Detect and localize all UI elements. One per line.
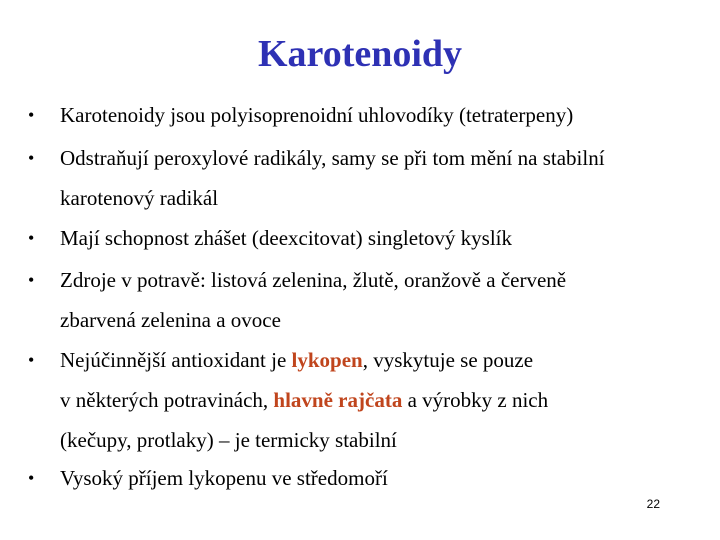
- highlight-rajcata: hlavně rajčata: [273, 388, 403, 412]
- bullet-line: [60, 380, 698, 420]
- bullet-text: [60, 95, 698, 135]
- bullet-dot: •: [28, 270, 35, 290]
- bullet-text-segment: Nejúčinnější antioxidant je: [60, 348, 292, 372]
- bullet-item: [28, 218, 698, 258]
- highlight-lykopen: lykopen: [291, 348, 363, 372]
- bullet-line: Mají schopnost zhášet (deexcitovat) singletový kyslík: [60, 226, 512, 250]
- bullet-dot: •: [28, 148, 35, 168]
- bullet-dot: •: [28, 105, 35, 125]
- bullet-text-segment: v některých potravinách,: [60, 388, 274, 412]
- bullet-dot: •: [28, 350, 35, 370]
- bullet-line: Vysoký příjem lykopenu ve středomoří: [60, 466, 388, 490]
- bullet-text: [60, 138, 698, 218]
- bullet-text-segment: , vyskytuje se pouze: [362, 348, 534, 372]
- bullet-line: Zdroje v potravě: listová zelenina, žlutě, oranžově a červeně: [60, 268, 567, 292]
- bullet-line: Odstraňují peroxylové radikály, samy se při tom mění na stabilní: [60, 146, 605, 170]
- bullet-line: (kečupy, protlaky) – je termicky stabilní: [60, 428, 397, 452]
- bullet-text: [60, 218, 698, 258]
- page-number: 22: [646, 497, 660, 511]
- bullet-text: [60, 340, 698, 460]
- bullet-text-segment: a výrobky z nich: [402, 388, 549, 412]
- bullet-line: Karotenoidy jsou polyisoprenoidní uhlovodíky (tetraterpeny): [60, 103, 574, 127]
- bullet-item: [28, 260, 698, 340]
- bullet-item: [28, 458, 698, 498]
- bullet-item: [28, 138, 698, 218]
- bullet-text: [60, 458, 698, 498]
- bullet-line: [60, 340, 698, 380]
- bullet-item: [28, 95, 698, 135]
- bullet-item: [28, 340, 698, 460]
- bullet-dot: •: [28, 228, 35, 248]
- bullet-line: karotenový radikál: [60, 186, 219, 210]
- bullet-dot: •: [28, 468, 35, 488]
- bullet-text: [60, 260, 698, 340]
- slide-title: Karotenoidy: [257, 33, 463, 75]
- bullet-line: zbarvená zelenina a ovoce: [60, 308, 281, 332]
